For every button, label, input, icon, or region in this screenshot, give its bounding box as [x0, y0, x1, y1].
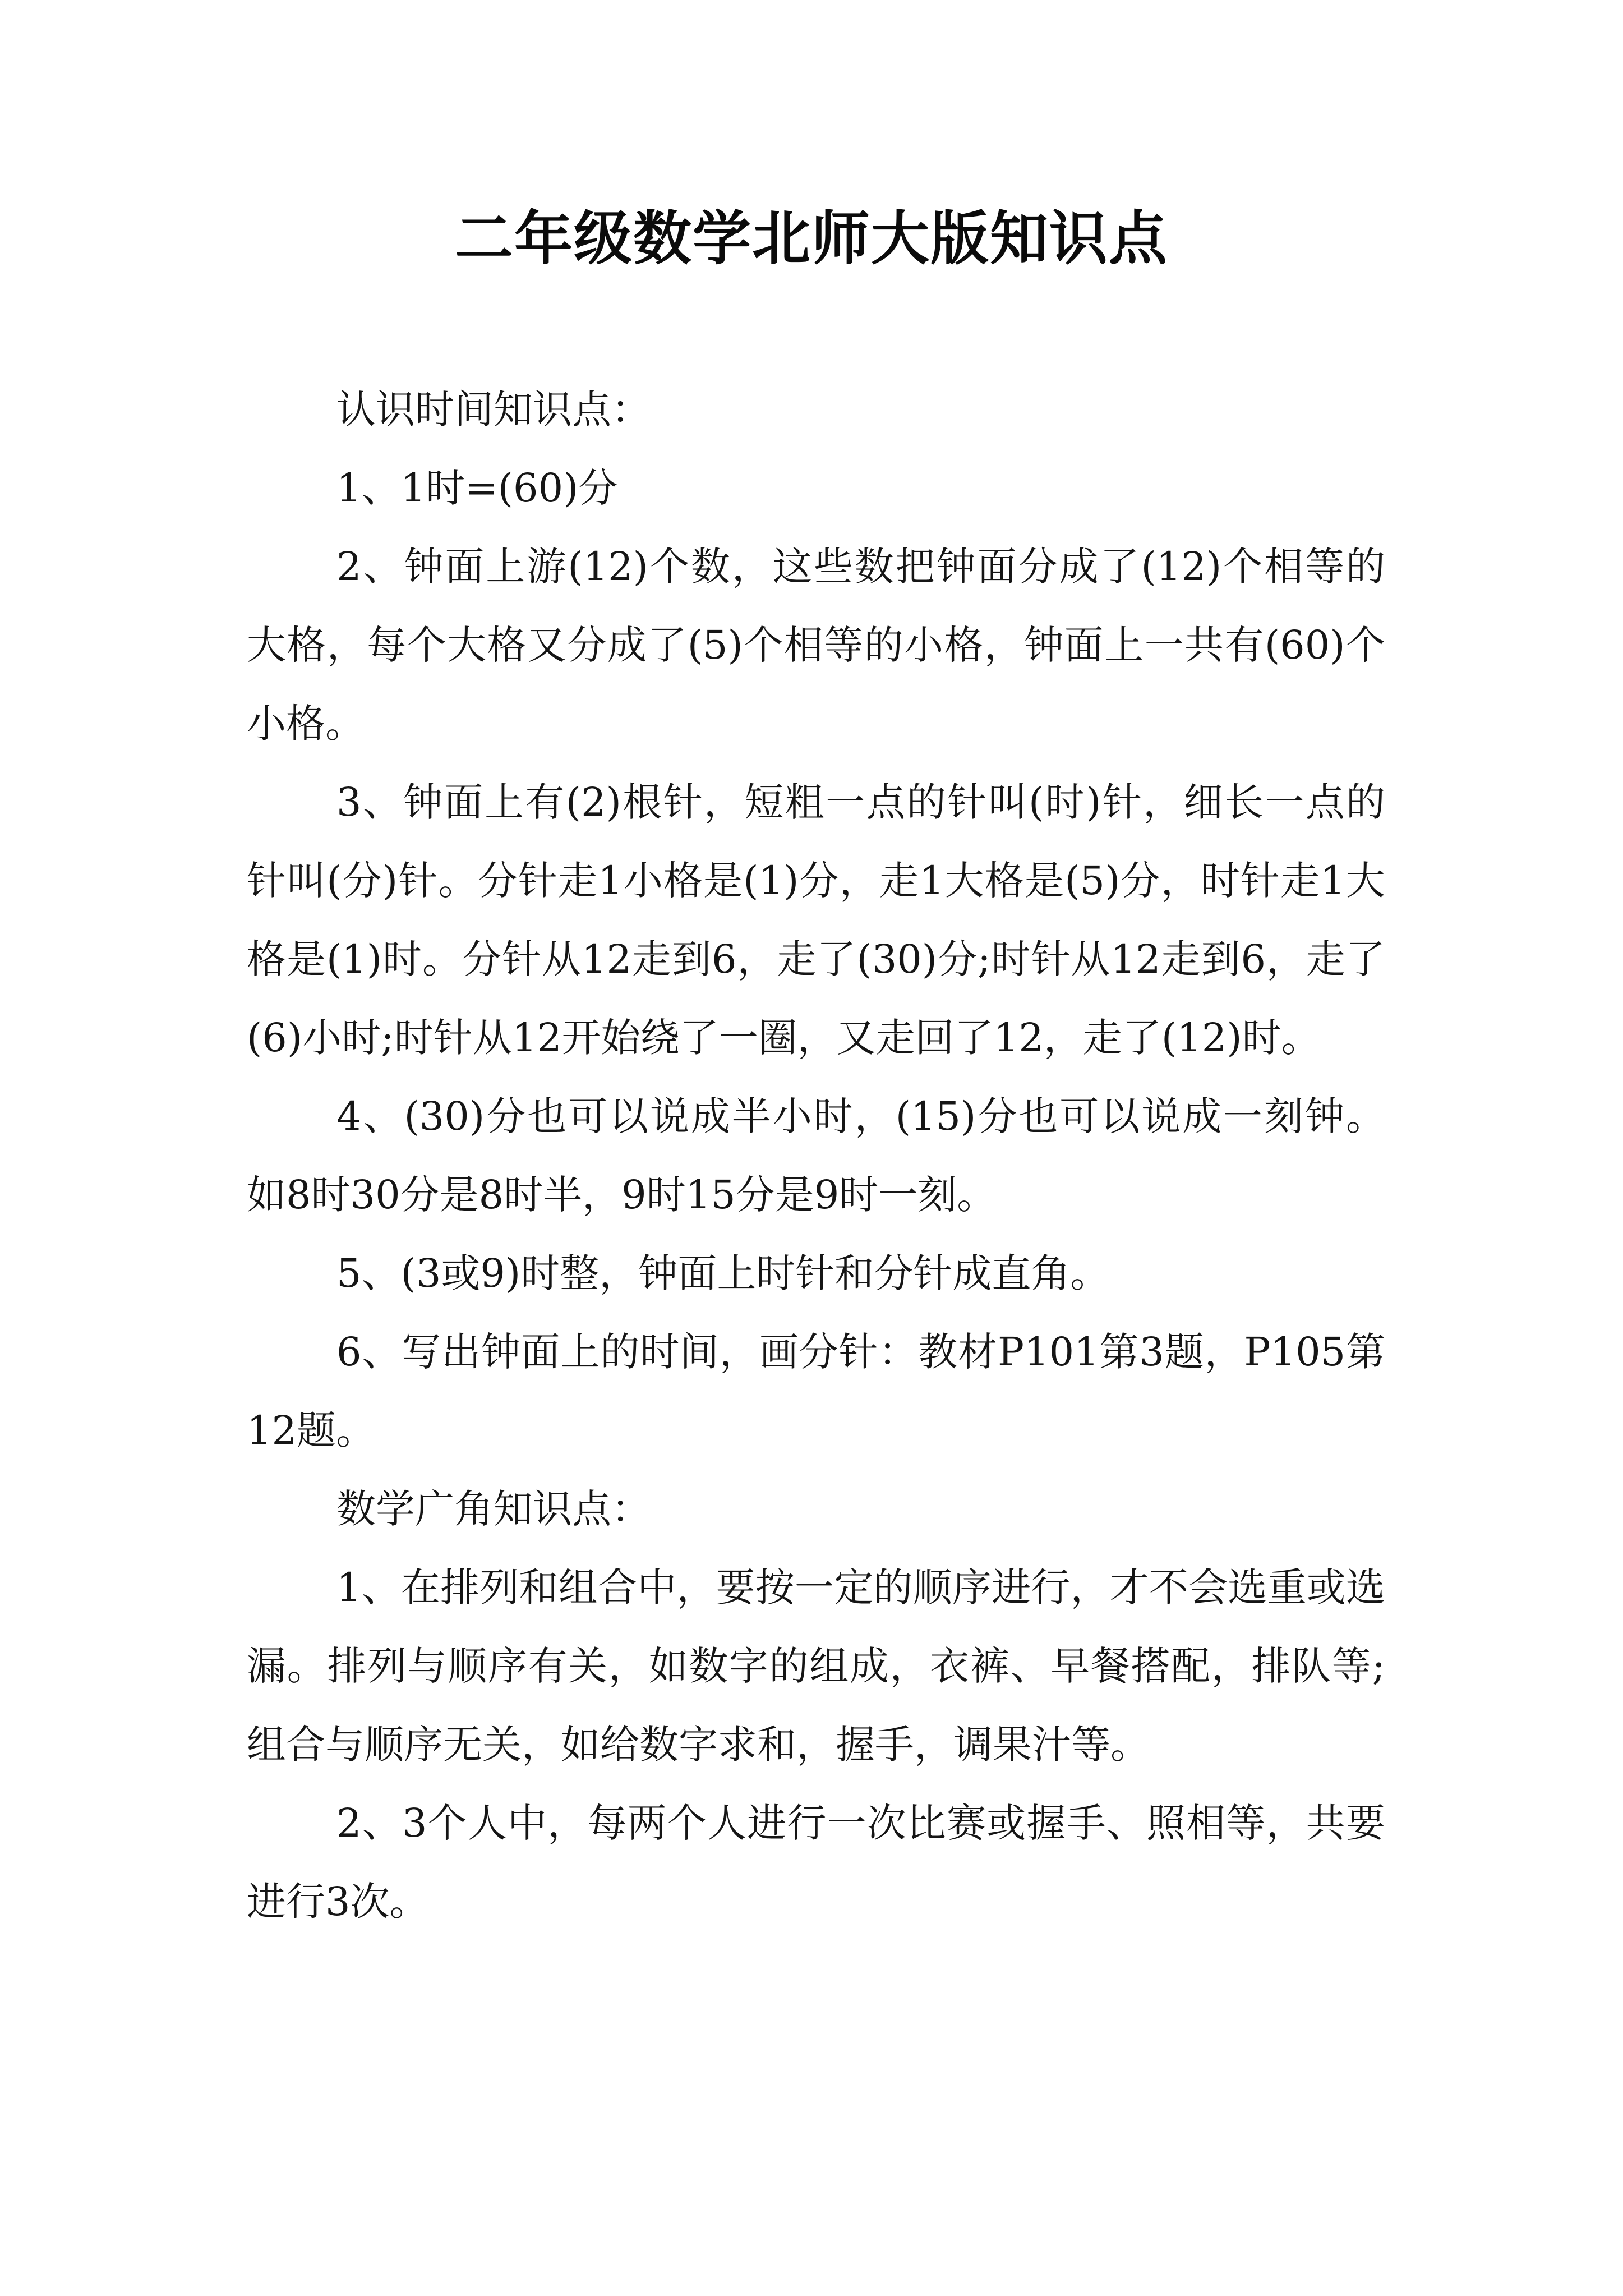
page-title: 二年级数学北师大版知识点: [454, 204, 1168, 273]
paragraph-item: 2、3个人中，每两个人进行一次比赛或握手、照相等，共要进行3次。: [247, 1800, 1385, 1925]
paragraph-item: 5、(3或9)时整，钟面上时针和分针成直角。: [336, 1250, 1110, 1296]
paragraph-item: 3、钟面上有(2)根针，短粗一点的针叫(时)针，细长一点的针叫(分)针。分针走1小格是(1)分，走1大格是(5)分，时针走1大格是(1)时。分针从12走到6，走了(30)分;时针从12走到6，走了(6)小时;时针从12开始绕了一圈，又走回了12，走了(12)时。: [247, 779, 1385, 1061]
section-heading-math-corner: 数学广角知识点：: [336, 1486, 651, 1532]
paragraph-item: 1、1时=(60)分: [336, 465, 618, 511]
paragraph-item: 4、(30)分也可以说成半小时，(15)分也可以说成一刻钟。如8时30分是8时半，9时15分是9时一刻。: [247, 1093, 1385, 1218]
paragraph-item: 1、在排列和组合中，要按一定的顺序进行，才不会选重或选漏。排列与顺序有关，如数字的组成，衣裤、早餐搭配，排队等;组合与顺序无关，如给数字求和，握手，调果汁等。: [247, 1565, 1385, 1768]
paragraph-item: 2、钟面上游(12)个数，这些数把钟面分成了(12)个相等的大格，每个大格又分成了(5)个相等的小格，钟面上一共有(60)个小格。: [247, 544, 1385, 747]
section-heading-time: 认识时间知识点：: [336, 386, 651, 432]
paragraph-item: 6、写出钟面上的时间，画分针：教材P101第3题，P105第12题。: [247, 1329, 1385, 1453]
document-body: [247, 370, 1385, 1941]
